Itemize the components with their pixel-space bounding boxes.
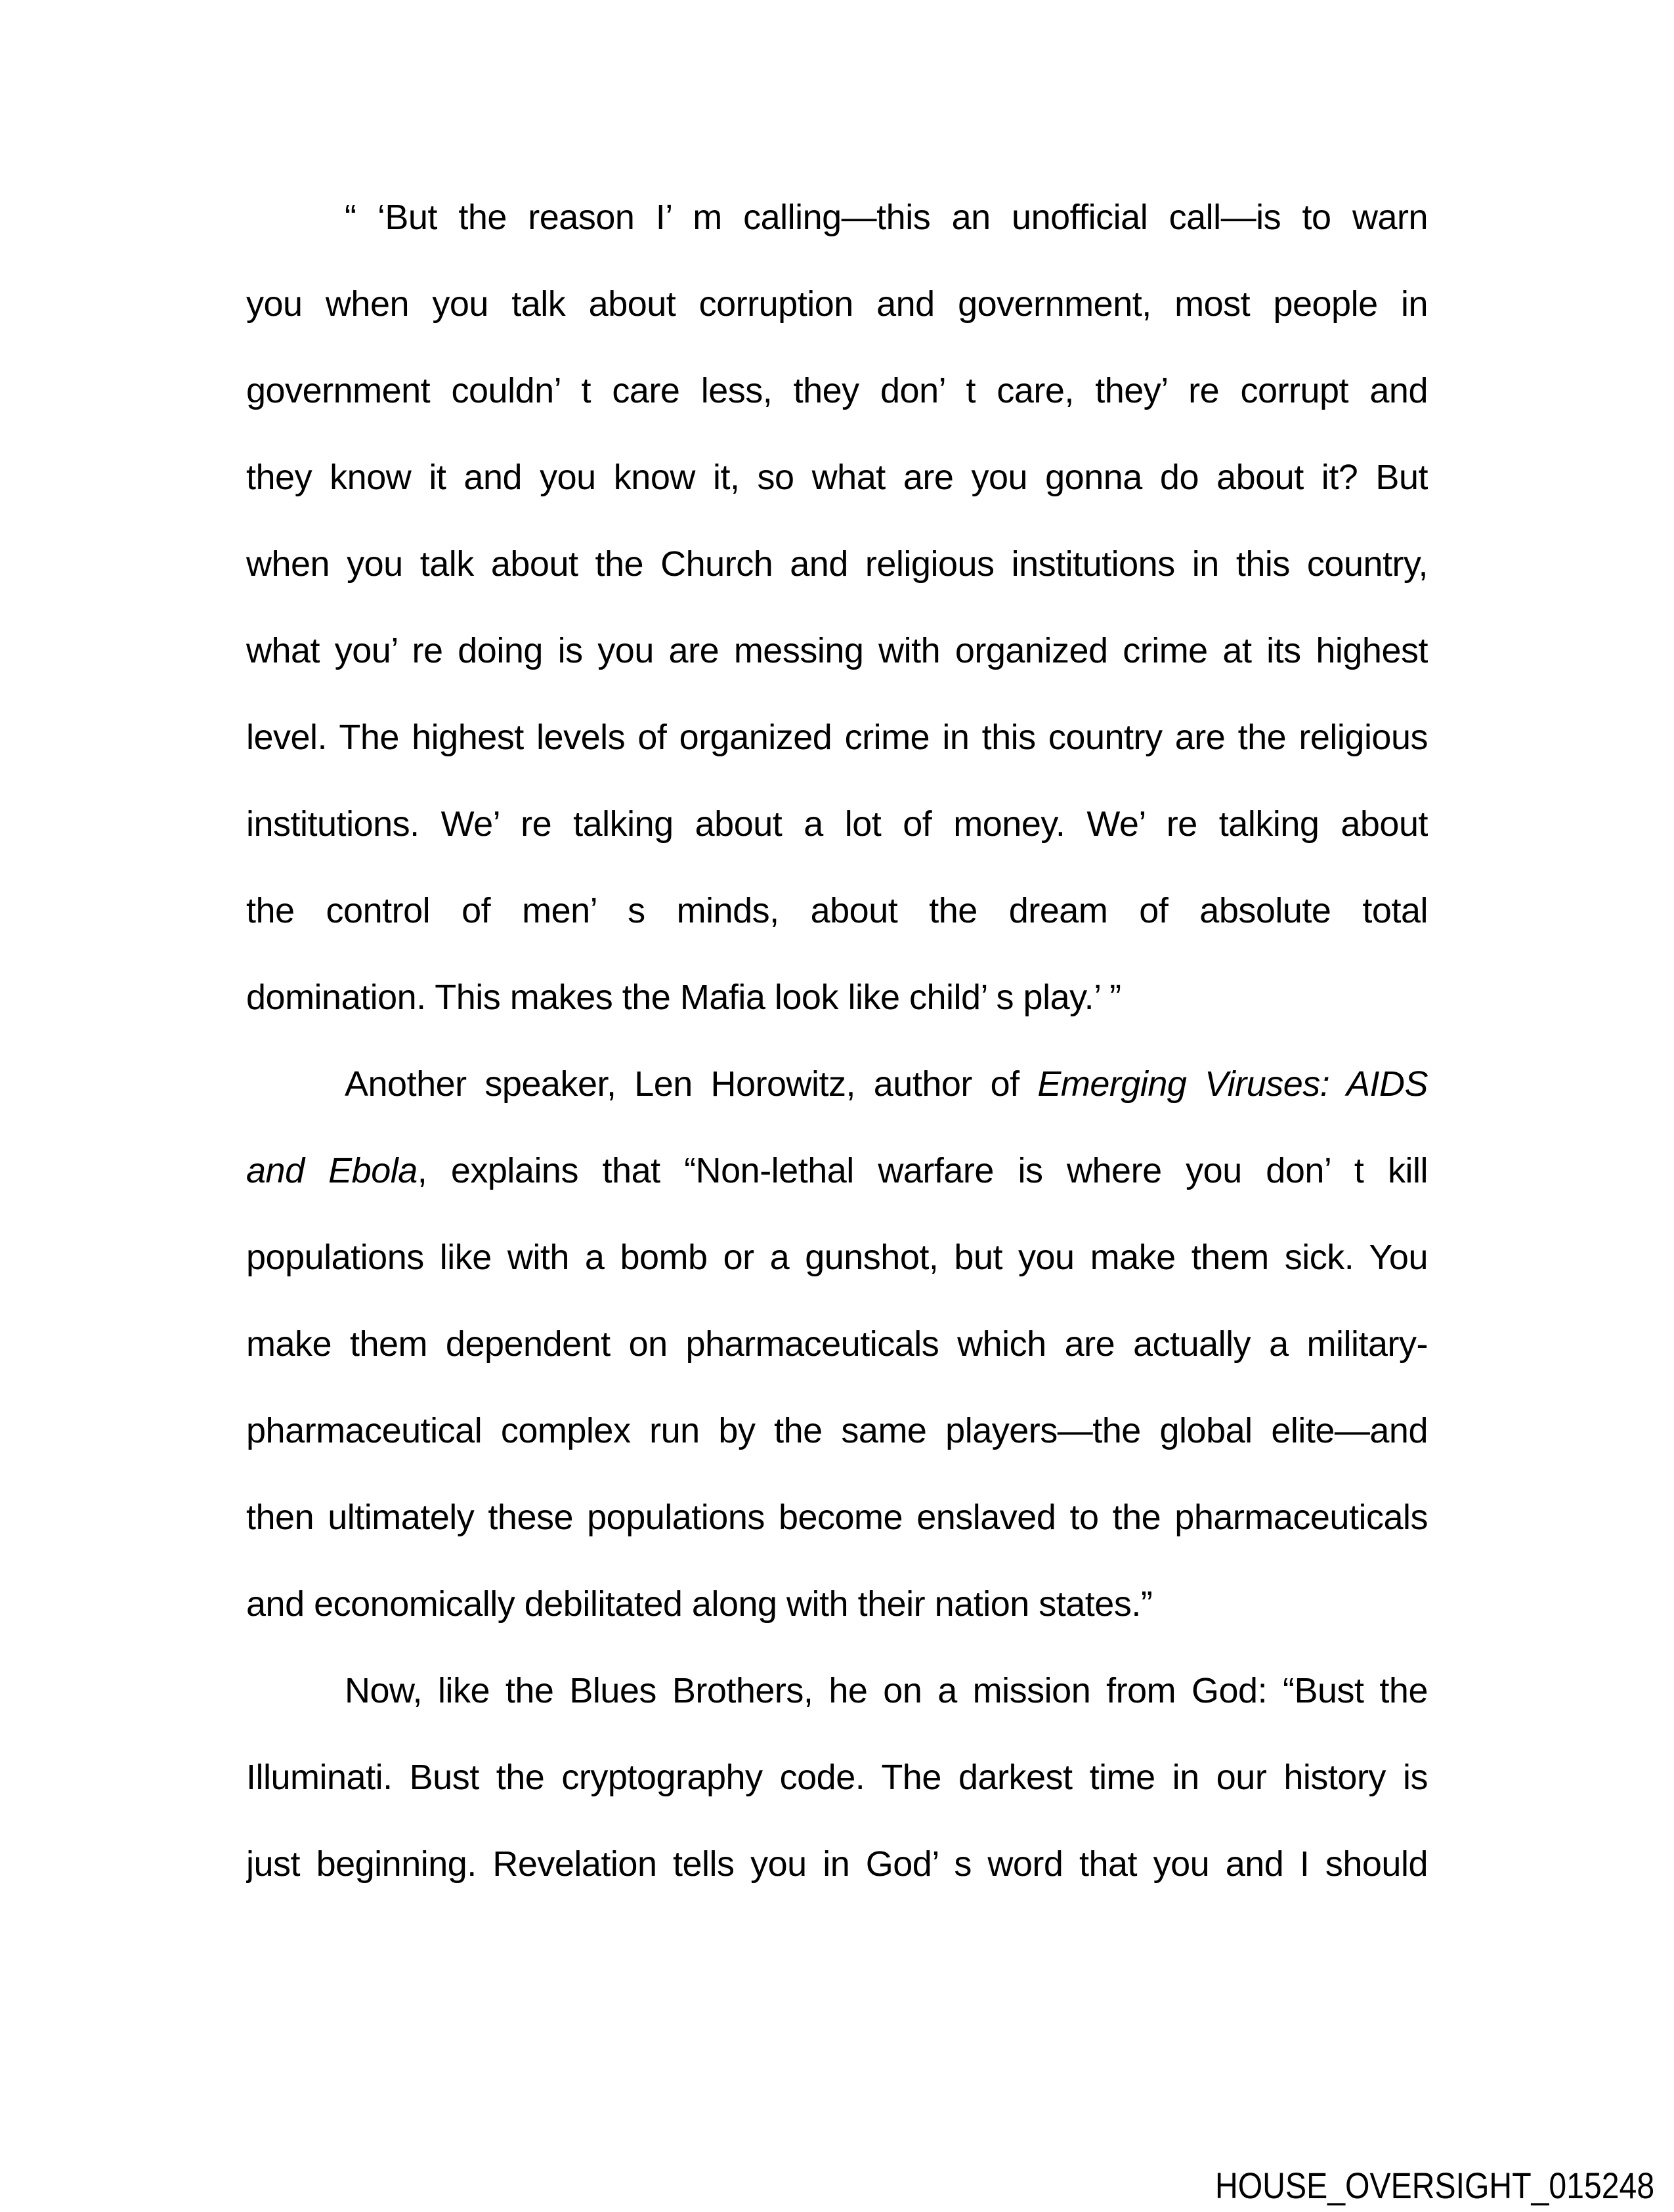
text-line <box>246 1041 1428 1127</box>
text-run: you when you talk about corruption and government, most people in <box>246 284 1428 324</box>
text-line <box>246 1301 1428 1387</box>
text-run: level. The highest levels of organized crime in this country are the religious <box>246 718 1428 757</box>
italic-text-run: Emerging Viruses: AIDS <box>1037 1064 1428 1104</box>
text-line <box>246 1561 1428 1647</box>
text-run: Now, like the Blues Brothers, he on a mission from God: “Bust the <box>345 1671 1428 1710</box>
text-run: institutions. We’ re talking about a lot of money. We’ re talking about <box>246 804 1428 844</box>
page-body <box>246 174 1428 1907</box>
text-run: just beginning. Revelation tells you in God’ s word that you and I should <box>246 1844 1428 1884</box>
text-line <box>246 1474 1428 1561</box>
text-run: then ultimately these populations become enslaved to the pharmaceuticals <box>246 1498 1428 1537</box>
text-run: and economically debilitated along with their nation states.” <box>246 1584 1153 1624</box>
paragraph <box>246 1647 1428 1907</box>
text-run: what you’ re doing is you are messing with organized crime at its highest <box>246 631 1428 670</box>
text-line <box>246 347 1428 434</box>
text-line <box>246 434 1428 521</box>
bates-stamp-label: HOUSE_OVERSIGHT_015248 <box>1214 2165 1654 2206</box>
text-run: they know it and you know it, so what are you gonna do about it? But <box>246 458 1428 497</box>
italic-text-run: and Ebola <box>246 1151 418 1190</box>
text-line <box>246 1821 1428 1907</box>
text-line <box>246 1647 1428 1734</box>
text-run: domination. This makes the Mafia look like child’ s play.’ ” <box>246 978 1121 1017</box>
text-run: Illuminati. Bust the cryptography code. The darkest time in our history is <box>246 1758 1428 1797</box>
text-run: populations like with a bomb or a gunshot, but you make them sick. You <box>246 1238 1428 1277</box>
text-run: government couldn’ t care less, they don’ t care, they’ re corrupt and <box>246 371 1428 410</box>
text-run: when you talk about the Church and religious institutions in this country, <box>246 544 1428 584</box>
text-run: Another speaker, Len Horowitz, author of <box>345 1064 1038 1104</box>
paragraph <box>246 174 1428 1041</box>
text-line <box>246 261 1428 347</box>
text-run: make them dependent on pharmaceuticals which are actually a military- <box>246 1324 1428 1364</box>
text-line <box>246 1127 1428 1214</box>
text-line <box>246 1734 1428 1821</box>
paragraph <box>246 1041 1428 1647</box>
text-line <box>246 1214 1428 1301</box>
text-line <box>246 867 1428 954</box>
text-line <box>246 781 1428 867</box>
text-run: “ ‘But the reason I’ m calling—this an unofficial call—is to warn <box>345 198 1428 237</box>
text-run: the control of men’ s minds, about the dream of absolute total <box>246 891 1428 930</box>
text-run: , explains that “Non-lethal warfare is where you don’ t kill <box>417 1151 1428 1190</box>
text-run: pharmaceutical complex run by the same players—the global elite—and <box>246 1411 1428 1450</box>
text-line <box>246 607 1428 694</box>
text-line <box>246 1387 1428 1474</box>
text-line <box>246 694 1428 781</box>
text-line <box>246 521 1428 607</box>
text-line <box>246 954 1428 1041</box>
text-line <box>246 174 1428 261</box>
